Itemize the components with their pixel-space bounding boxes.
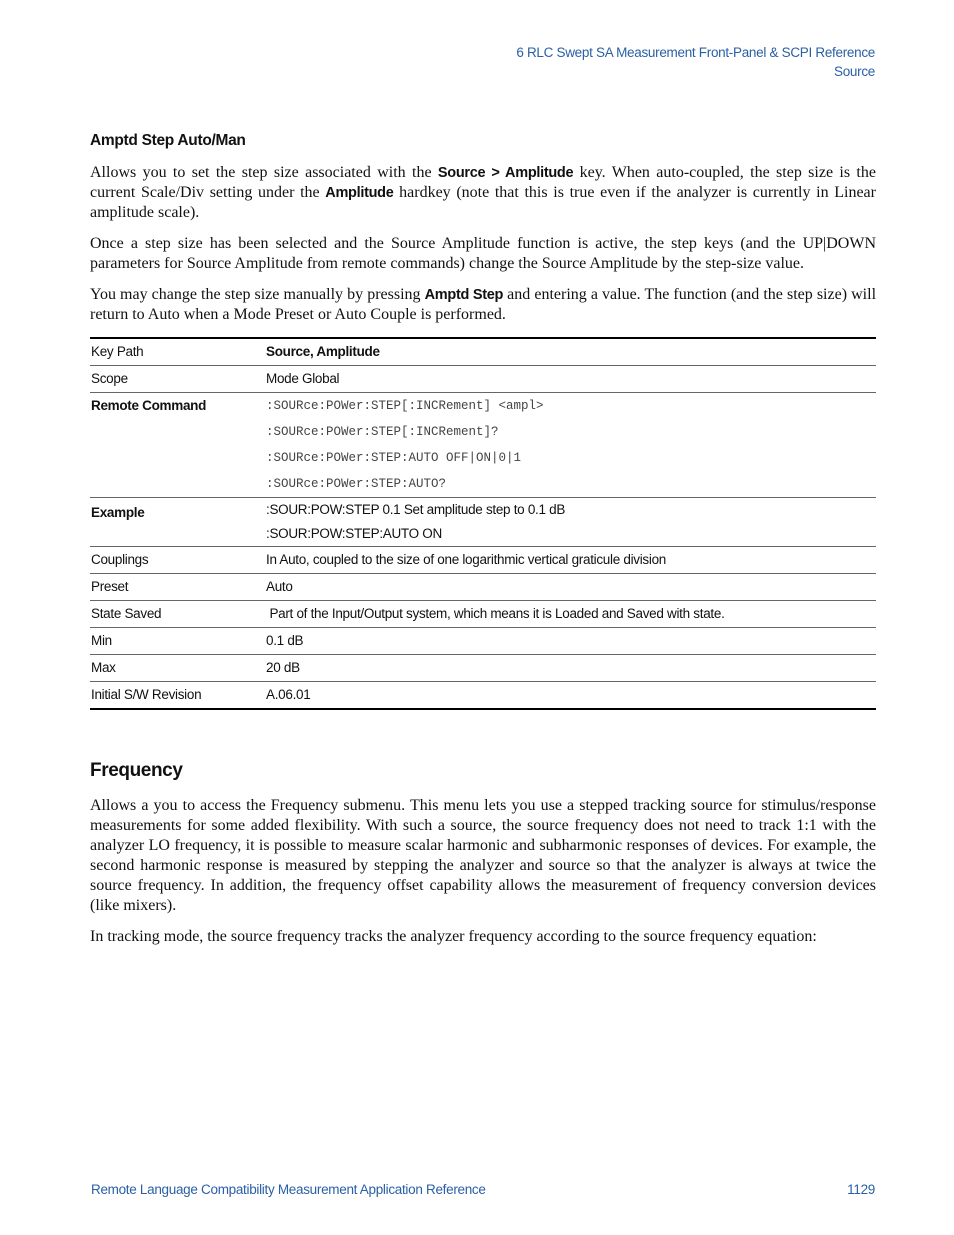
row-label: Min [90, 628, 265, 655]
row-value [265, 498, 876, 547]
page-number: 1129 [847, 1182, 875, 1197]
frequency-paragraph-2: In tracking mode, the source frequency tracks the analyzer frequency according to the source frequency equation: [90, 928, 817, 945]
row-value [265, 393, 876, 498]
scpi-command: :SOURce:POWer:STEP[:INCRement]? [266, 425, 499, 439]
row-value: 0.1 dB [265, 628, 876, 655]
example-line: :SOUR:POW:STEP 0.1 Set amplitude step to 0.1 dB [266, 502, 566, 517]
row-label: State Saved [90, 601, 265, 628]
amptd-step-paragraph-3 [90, 285, 876, 325]
table-row-couplings [90, 547, 876, 574]
key-reference: Amplitude [325, 185, 394, 201]
spacer [90, 710, 876, 760]
frequency-paragraph-1: Allows a you to access the Frequency submenu. This menu lets you use a stepped tracking source for stimulus/response measurements for some added flexibility. With such a source, the source frequency does not need to track 1:1 with the analyzer LO frequency, it is possible to measure scalar harmonic and subharmonic responses of devices. For example, the second harmonic response is measured by stepping the analyzer and source so that the analyzer is always at twice the source frequency. In addition, the frequency offset capability allows the measurement of frequency conversion devices (like mixers). [90, 797, 876, 914]
row-label: Example [90, 498, 265, 547]
scpi-command: :SOURce:POWer:STEP:AUTO OFF|ON|0|1 [266, 451, 522, 465]
page-footer [91, 1182, 875, 1197]
document-title: Remote Language Compatibility Measurement Application Reference [91, 1182, 486, 1197]
row-value: In Auto, coupled to the size of one logarithmic vertical graticule division [265, 547, 876, 574]
text-run: key. When auto-coupled, the step size is the current Scale/Div setting under the [90, 164, 876, 201]
key-reference: Amptd Step [424, 287, 504, 303]
row-value: Mode Global [265, 366, 876, 393]
row-value: Part of the Input/Output system, which means it is Loaded and Saved with state. [265, 601, 876, 628]
table-row-revision [90, 682, 876, 710]
running-header [516, 43, 875, 81]
table-row-min [90, 628, 876, 655]
amptd-step-paragraph-1 [90, 163, 876, 223]
text-run: Allows you to set the step size associated with the [90, 164, 438, 181]
scpi-command: :SOURce:POWer:STEP[:INCRement] <ampl> [266, 399, 544, 413]
row-label: Preset [90, 574, 265, 601]
key-reference: Source > Amplitude [437, 165, 574, 181]
row-value: Auto [265, 574, 876, 601]
row-label: Key Path [90, 338, 265, 366]
row-label: Max [90, 655, 265, 682]
frequency-heading: Frequency [90, 760, 183, 781]
row-value: A.06.01 [265, 682, 876, 710]
row-value: Source, Amplitude [265, 338, 876, 366]
table-row-remote-command [90, 393, 876, 498]
row-label: Scope [90, 366, 265, 393]
section-title: Source [834, 64, 875, 79]
text-run: hardkey (note that this is true even if the analyzer is currently in Linear amplitude scale). [90, 184, 876, 221]
example-line: :SOUR:POW:STEP:AUTO ON [266, 526, 442, 541]
text-run: You may change the step size manually by pressing [90, 286, 425, 303]
table-row-preset [90, 574, 876, 601]
row-label: Remote Command [90, 393, 265, 498]
amptd-step-paragraph-2: Once a step size has been selected and the Source Amplitude function is active, the step keys (and the UP|DOWN parameters for Source Amplitude from remote commands) change the Source Amplitude by the step-size value. [90, 235, 876, 272]
table-row-example [90, 498, 876, 547]
table-row-state-saved [90, 601, 876, 628]
row-label: Initial S/W Revision [90, 682, 265, 710]
table-row-max [90, 655, 876, 682]
amptd-step-heading: Amptd Step Auto/Man [90, 132, 246, 149]
text-run: and entering a value. The function (and the step size) will return to Auto when a Mode Preset or Auto Couple is performed. [90, 286, 877, 323]
page-content [90, 132, 876, 958]
row-label: Couplings [90, 547, 265, 574]
parameter-table [90, 337, 876, 710]
table-row-key-path [90, 338, 876, 366]
scpi-command: :SOURce:POWer:STEP:AUTO? [266, 477, 447, 491]
table-row-scope [90, 366, 876, 393]
chapter-title: 6 RLC Swept SA Measurement Front-Panel & SCPI Reference [516, 45, 875, 60]
row-value: 20 dB [265, 655, 876, 682]
